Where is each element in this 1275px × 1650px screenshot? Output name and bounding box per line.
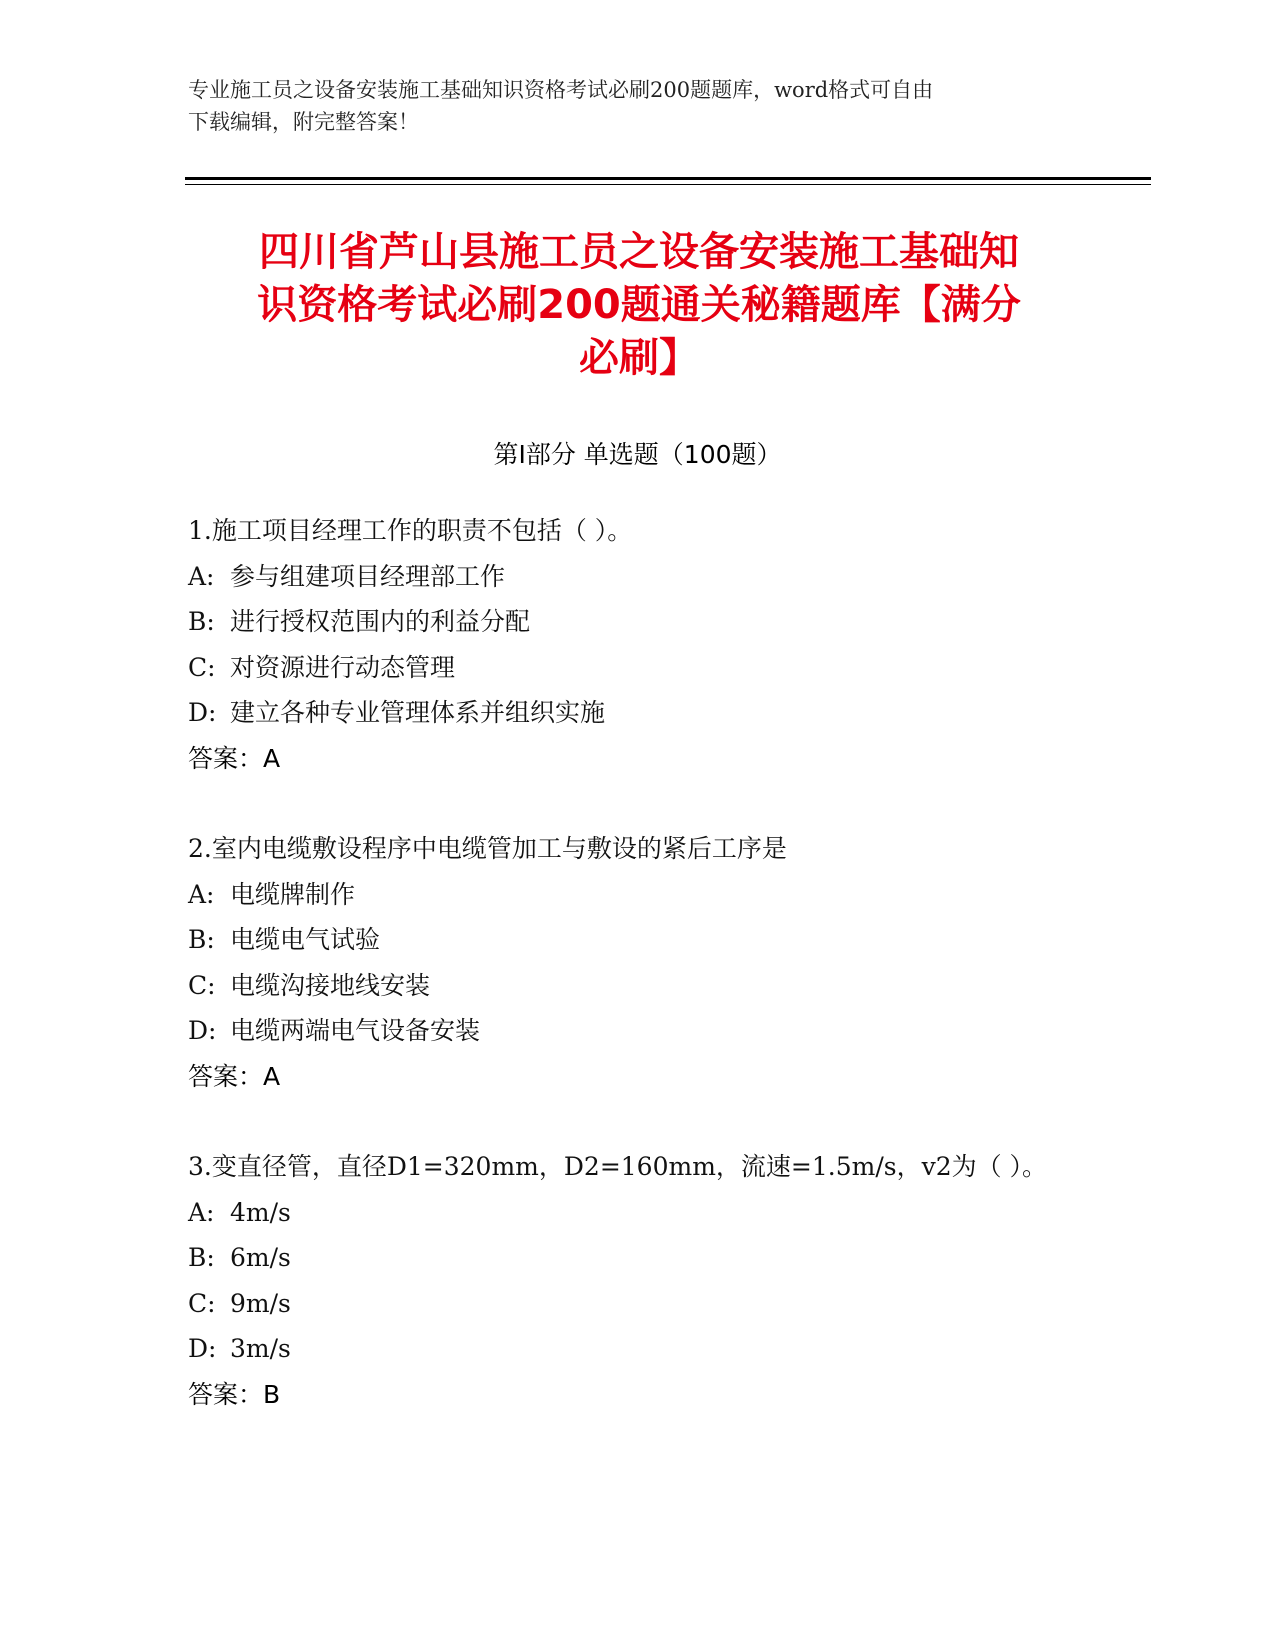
option-a [188, 872, 1088, 918]
option-text: 电缆沟接地线安装 [230, 970, 431, 1000]
option-key: C: [188, 1288, 216, 1318]
option-c [188, 645, 1088, 691]
answer: 答案：A [188, 743, 281, 773]
option-key: A: [188, 879, 215, 909]
header-note [188, 74, 1088, 138]
option-key: A: [188, 1197, 215, 1227]
question-stem: 3.变直径管，直径D1=320mm，D2=160mm，流速=1.5m/s，v2为（ ）。 [188, 1152, 1048, 1181]
option-text: 对资源进行动态管理 [230, 652, 456, 682]
option-text: 建立各种专业管理体系并组织实施 [230, 698, 606, 727]
option-b [188, 599, 1088, 645]
header-divider-thin [185, 184, 1151, 185]
option-key: D: [188, 698, 217, 727]
document-title [185, 226, 1093, 385]
document-title-line-3: 必刷】 [579, 335, 699, 381]
document-title-line-1: 四川省芦山县施工员之设备安装施工基础知 [259, 229, 1019, 275]
option-text: 进行授权范围内的利益分配 [230, 607, 531, 636]
option-key: C: [188, 652, 216, 682]
option-text: 电缆牌制作 [230, 879, 356, 909]
option-d [188, 1326, 1088, 1372]
option-text: 电缆电气试验 [230, 925, 381, 954]
question-stem: 2.室内电缆敷设程序中电缆管加工与敷设的紧后工序是 [188, 834, 787, 863]
section-title: 第Ⅰ部分 单选题（100题） [493, 440, 782, 469]
option-text: 参与组建项目经理部工作 [230, 561, 506, 591]
option-b [188, 917, 1088, 963]
header-note-line-1: 专业施工员之设备安装施工基础知识资格考试必刷200题题库，word格式可自由 [188, 78, 934, 102]
option-text: 6m/s [230, 1243, 291, 1272]
option-b [188, 1235, 1088, 1281]
answer: 答案：A [188, 1061, 281, 1091]
option-key: A: [188, 561, 215, 591]
option-key: D: [188, 1016, 217, 1045]
option-text: 3m/s [230, 1334, 291, 1363]
question-1 [188, 508, 1088, 781]
option-text: 电缆两端电气设备安装 [230, 1016, 481, 1045]
answer: 答案：B [188, 1379, 281, 1409]
question-3 [188, 1144, 1088, 1417]
option-d [188, 1008, 1088, 1054]
question-stem: 1.施工项目经理工作的职责不包括（ ）。 [188, 516, 633, 545]
option-c [188, 963, 1088, 1009]
option-key: B: [188, 1243, 215, 1272]
option-c [188, 1281, 1088, 1327]
header-note-line-2: 下载编辑，附完整答案！ [188, 110, 419, 134]
option-text: 9m/s [230, 1288, 291, 1318]
header-divider-thick [185, 177, 1151, 180]
option-key: D: [188, 1334, 217, 1363]
option-d [188, 690, 1088, 736]
option-a [188, 554, 1088, 600]
document-title-line-2: 识资格考试必刷200题通关秘籍题库【满分 [257, 282, 1021, 328]
option-a [188, 1190, 1088, 1236]
option-text: 4m/s [230, 1197, 291, 1227]
option-key: B: [188, 607, 215, 636]
question-2 [188, 826, 1088, 1099]
option-key: C: [188, 970, 216, 1000]
option-key: B: [188, 925, 215, 954]
